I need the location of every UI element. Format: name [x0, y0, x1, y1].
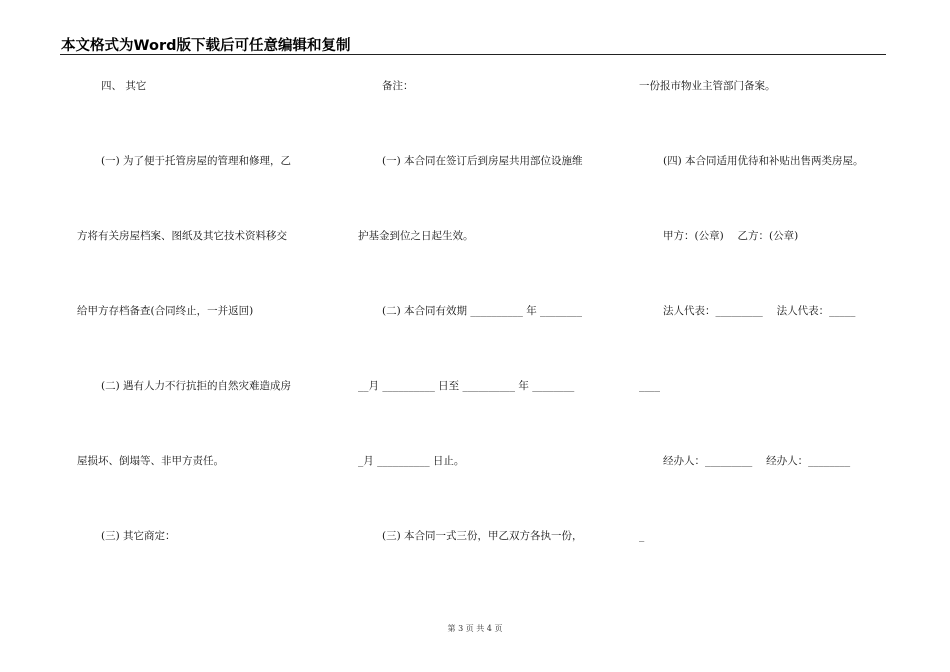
col1-line-2: (一) 为了便于托管房屋的管理和修理，乙 [101, 155, 292, 167]
col1-line-5: (二) 遇有人力不行抗拒的自然灾难造成房 [101, 380, 292, 392]
col2-line-3: 护基金到位之日起生效。 [358, 230, 474, 242]
page-number-footer: 第 3 页 共 4 页 [447, 624, 503, 633]
col3-line-2: (四) 本合同适用优待和补贴出售两类房屋。 [663, 155, 864, 167]
col3-line-1: 一份报市物业主管部门备案。 [639, 80, 776, 92]
col2-line-4: (二) 本合同有效期 __________ 年 ________ [382, 305, 583, 317]
col1-line-4: 给甲方存档备查(合同终止，一并返回) [77, 305, 254, 317]
col2-line-1: 备注： [382, 80, 414, 92]
col3-line-6: 经办人：_________ 经办人：________ [663, 455, 851, 467]
col3-line-3: 甲方：(公章) 乙方：(公章) [663, 230, 799, 242]
col1-line-3: 方将有关房屋档案、图纸及其它技术资料移交 [77, 230, 287, 242]
col2-line-2: (一) 本合同在签订后到房屋共用部位设施维 [382, 155, 583, 167]
col3-line-4: 法人代表：_________ 法人代表：_____ [663, 305, 856, 317]
header-divider [60, 54, 886, 55]
col2-line-5: __月 __________ 日至 __________ 年 ________ [358, 380, 575, 392]
col1-line-1: 四、 其它 [101, 80, 147, 92]
col3-line-7: _ [639, 530, 645, 542]
col3-line-5: ____ [639, 380, 660, 392]
col1-line-7: (三) 其它商定： [101, 530, 176, 542]
col2-line-7: (三) 本合同一式三份，甲乙双方各执一份， [382, 530, 583, 542]
col2-line-6: _月 __________ 日止。 [358, 455, 465, 467]
document-header-title: 本文格式为Word版下载后可任意编辑和复制 [61, 38, 351, 54]
col1-line-6: 屋损坏、倒塌等、非甲方责任。 [77, 455, 224, 467]
